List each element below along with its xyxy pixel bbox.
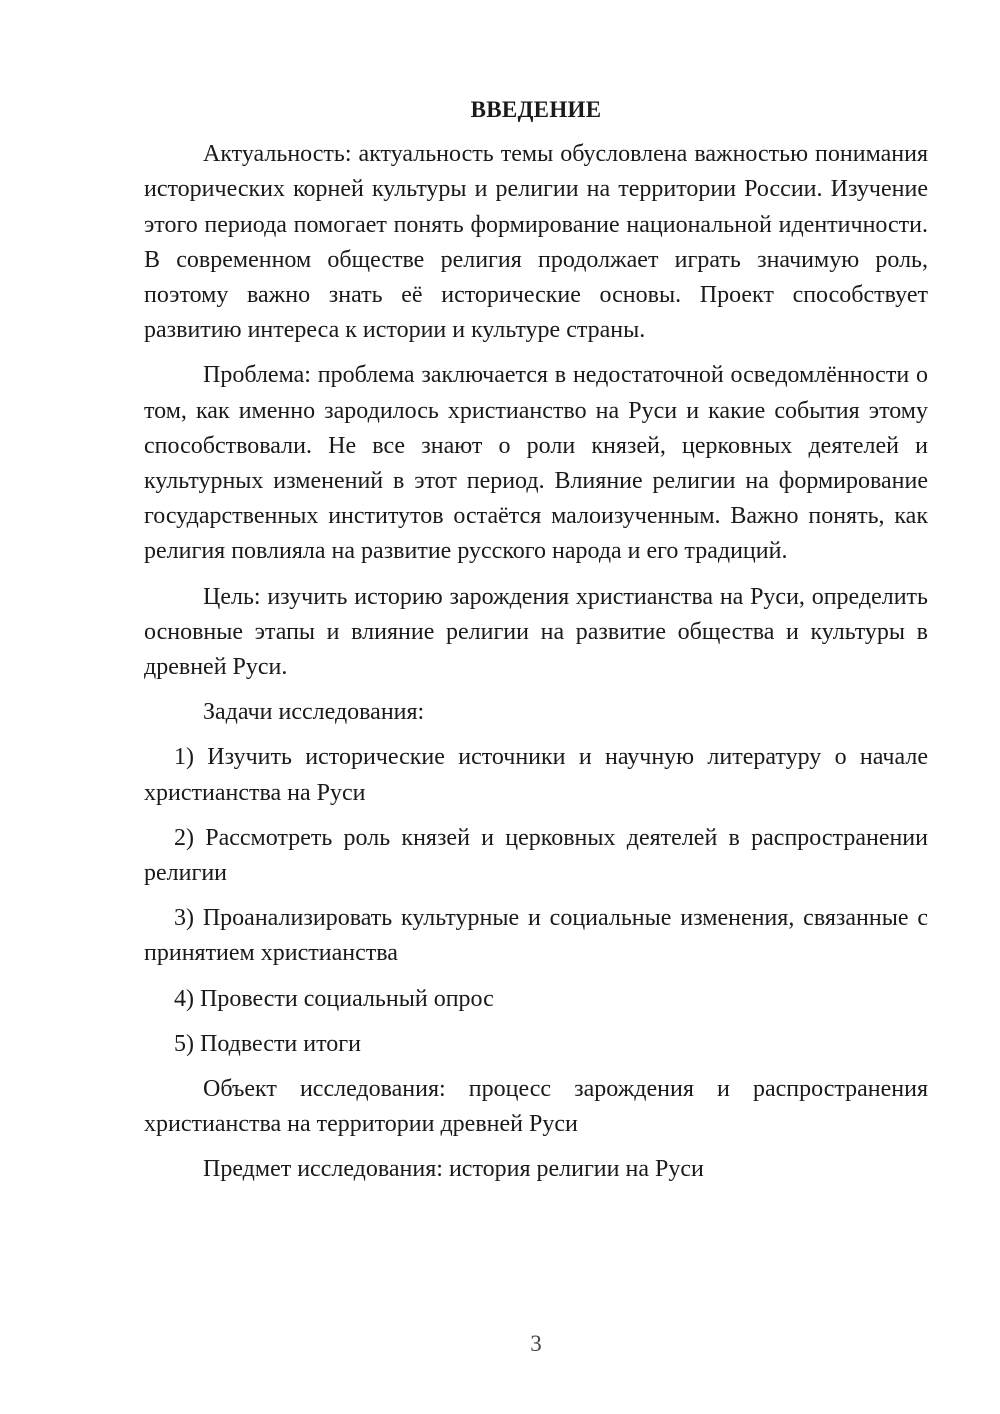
object-paragraph: Объект исследования: процесс зарождения и распространения христианства на территории древней Руси <box>144 1076 928 1138</box>
page-content <box>144 92 928 1198</box>
subject-paragraph: Предмет исследования: история религии на Руси <box>203 1156 704 1183</box>
tasks-heading: Задачи исследования: <box>203 699 425 726</box>
task-item: 1) Изучить исторические источники и научную литературу о начале христианства на Руси <box>144 744 928 806</box>
task-item: 3) Проанализировать культурные и социальные изменения, связанные с принятием христианства <box>144 905 928 967</box>
section-title: ВВЕДЕНИЕ <box>470 97 602 122</box>
task-item: 4) Провести социальный опрос <box>174 985 494 1012</box>
problem-paragraph: Проблема: проблема заключается в недостаточной осведомлённости о том, как именно зародилось христианство на Руси и какие события этому способствовали. Не все знают о роли князей, церковных деятелей и культурных изменений в этот период. Влияние религии на формирование государственных институтов остаётся малоизученным. Важно понять, как религия повлияла на развитие русского народа и его традиций. <box>144 362 928 565</box>
goal-paragraph: Цель: изучить историю зарождения христианства на Руси, определить основные этапы и влияние религии на развитие общества и культуры в древней Руси. <box>144 583 928 681</box>
task-item: 5) Подвести итоги <box>174 1030 361 1057</box>
page-number: 3 <box>530 1331 542 1356</box>
task-item: 2) Рассмотреть роль князей и церковных деятелей в распространении религии <box>144 824 928 887</box>
relevance-paragraph: Актуальность: актуальность темы обусловлена важностью понимания исторических корней культуры и религии на территории России. Изучение этого периода помогает понять формирование национальной идентичности. В современном обществе религия продолжает играть значимую роль, поэтому важно знать её исторические основы. Проект способствует развитию интереса к истории и культуре страны. <box>144 141 928 344</box>
